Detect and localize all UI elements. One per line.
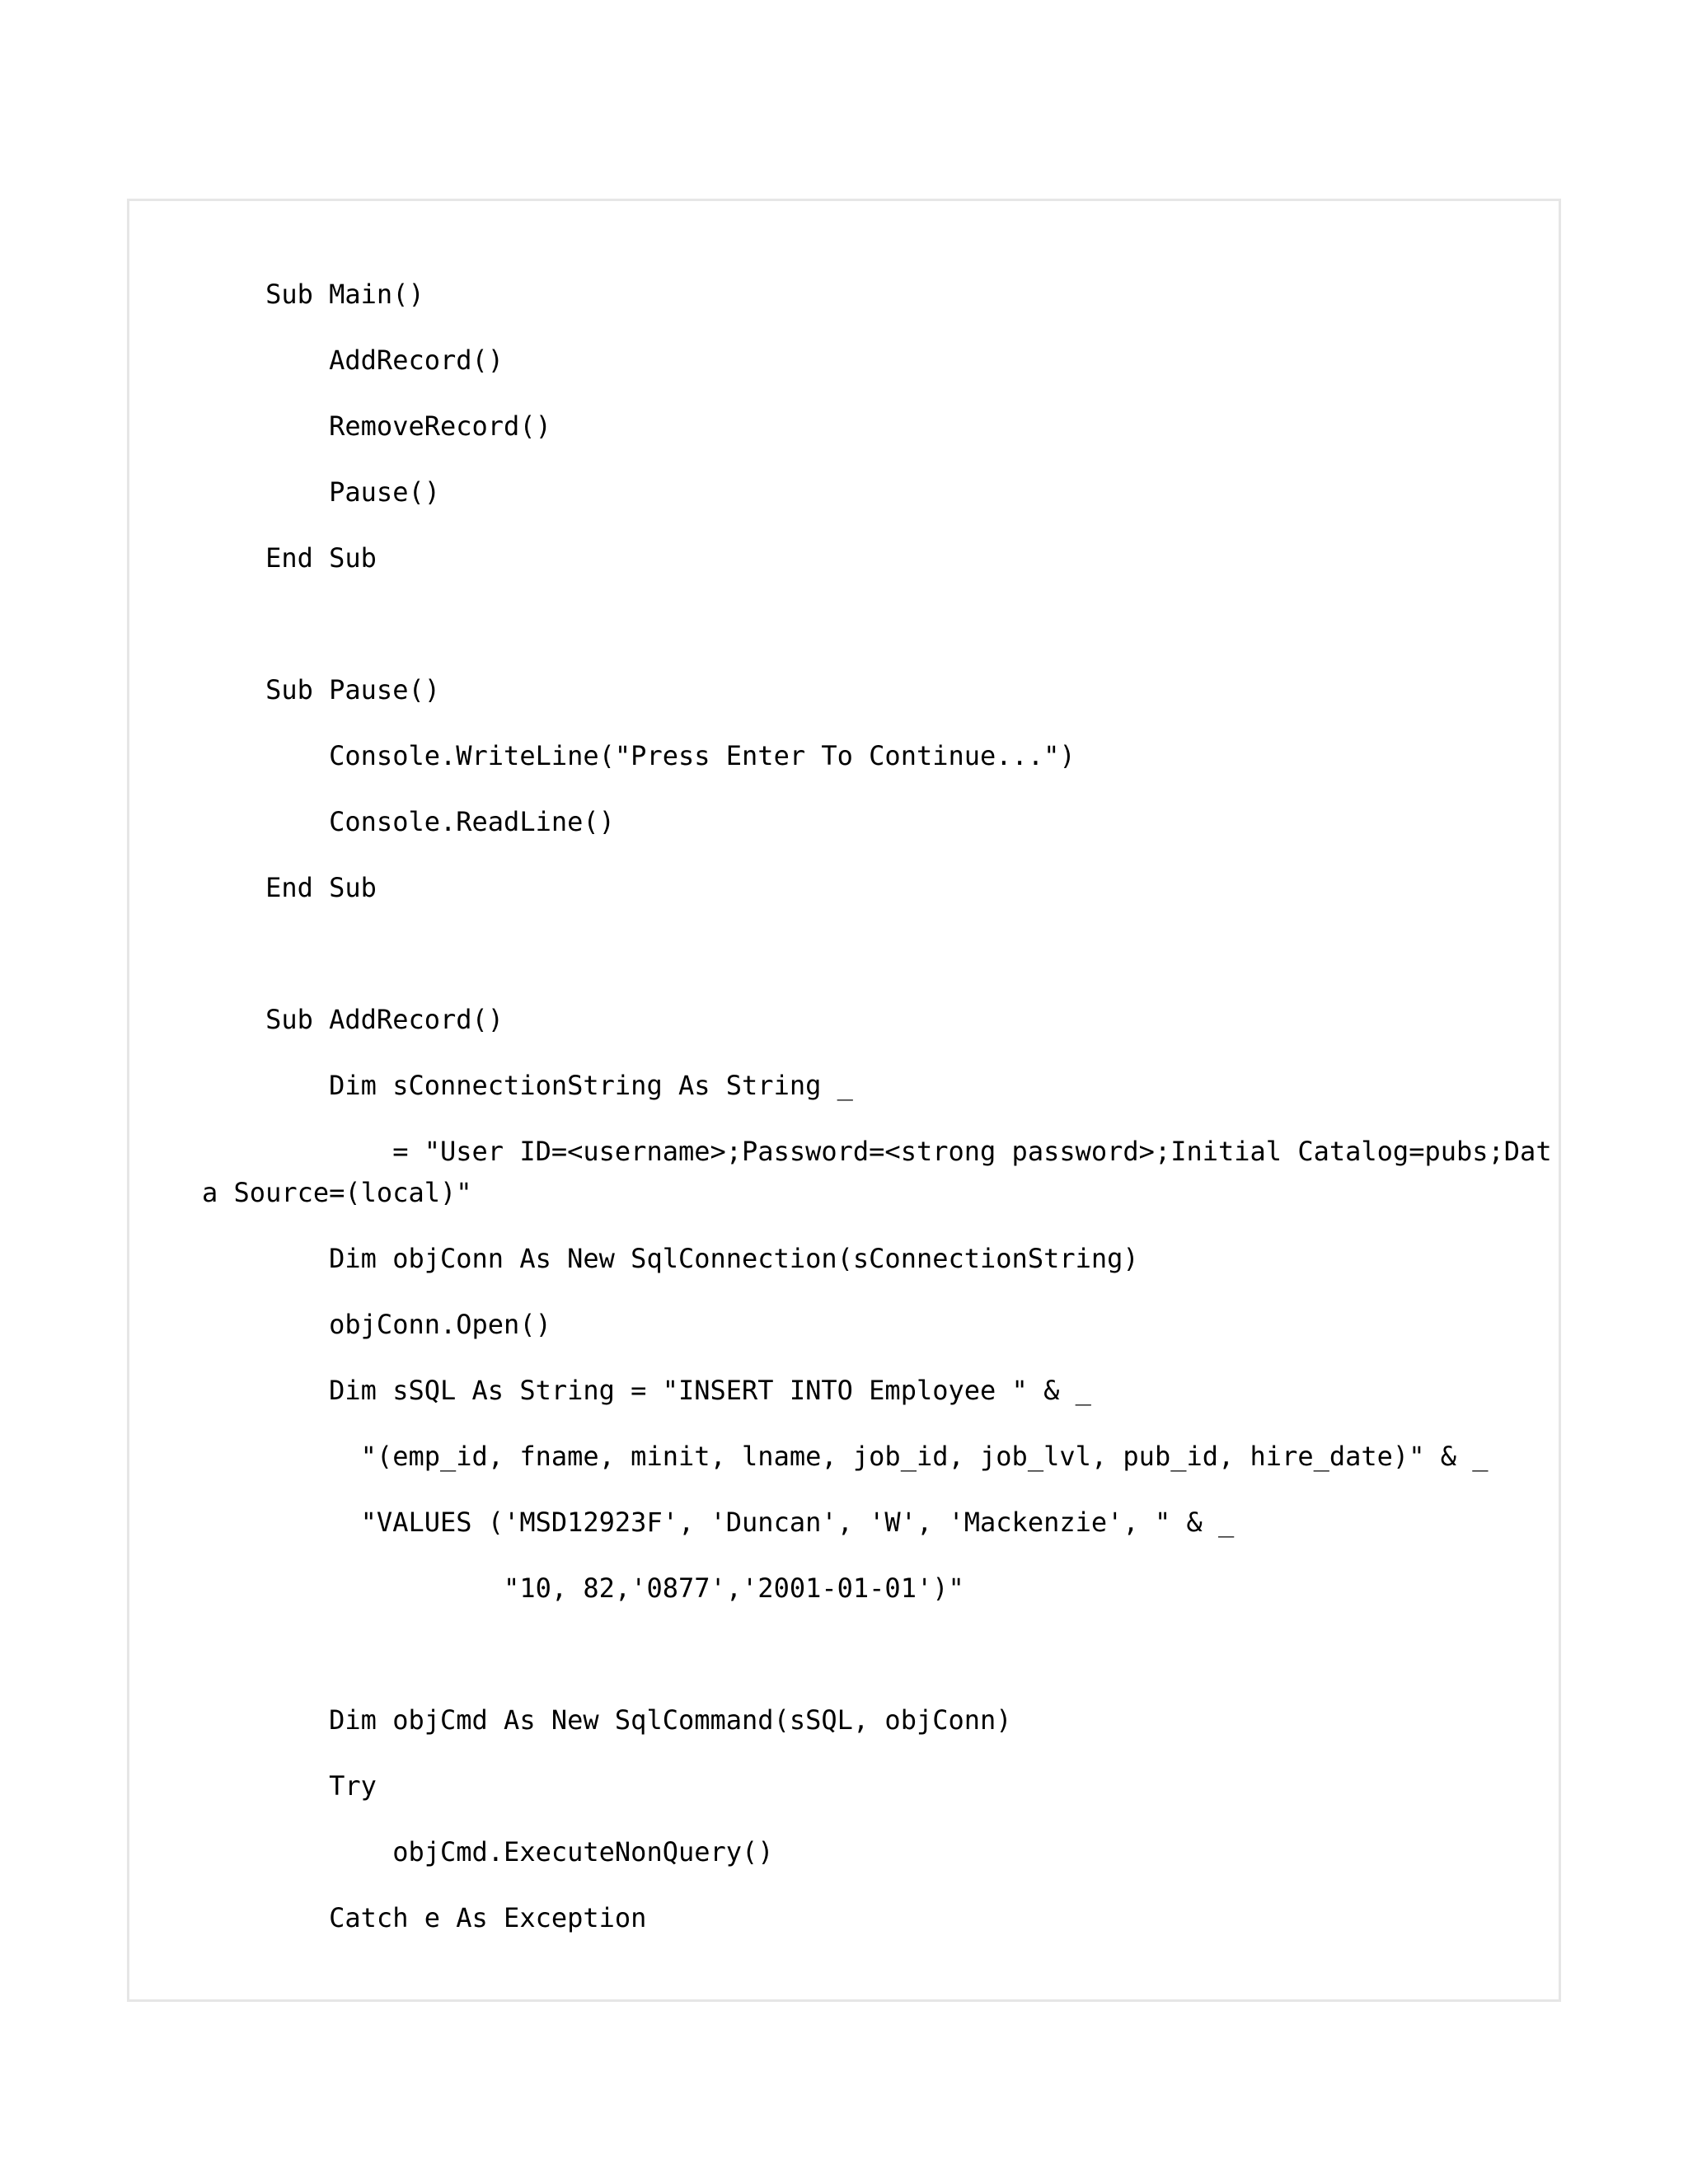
code-line: Dim sSQL As String = "INSERT INTO Employee " & _ [202,1375,1091,1406]
code-line: Dim objCmd As New SqlCommand(sSQL, objConn) [202,1704,1012,1736]
code-line: objConn.Open() [202,1309,551,1340]
code-line: "VALUES ('MSD12923F', 'Duncan', 'W', 'Mackenzie', " & _ [202,1507,1235,1538]
code-line: Console.ReadLine() [202,806,615,837]
code-line: "(emp_id, fname, minit, lname, job_id, job_lvl, pub_id, hire_date)" & _ [202,1441,1489,1472]
code-line: End Sub [202,542,377,574]
code-line: a Source=(local)" [202,1177,472,1208]
code-line: Sub Pause() [202,674,440,705]
code-line: Pause() [202,476,440,508]
code-line: Try [202,1770,377,1802]
code-line: objCmd.ExecuteNonQuery() [202,1836,774,1868]
code-line: Catch e As Exception [202,1902,647,1933]
code-line: Sub AddRecord() [202,1004,504,1035]
code-line: AddRecord() [202,344,504,376]
code-line: Dim sConnectionString As String _ [202,1070,853,1101]
code-block [127,199,1561,2002]
code-line: "10, 82,'0877','2001-01-01')" [202,1572,964,1604]
code-line: = "User ID=<username>;Password=<strong password>;Initial Catalog=pubs;Dat [202,1136,1552,1167]
code-line: Dim objConn As New SqlConnection(sConnectionString) [202,1243,1139,1274]
code-line: RemoveRecord() [202,410,551,442]
code-line: End Sub [202,872,377,903]
code-line: Sub Main() [202,279,424,310]
code-lines [129,201,1559,1999]
code-line: Console.WriteLine("Press Enter To Continue...") [202,740,1076,771]
